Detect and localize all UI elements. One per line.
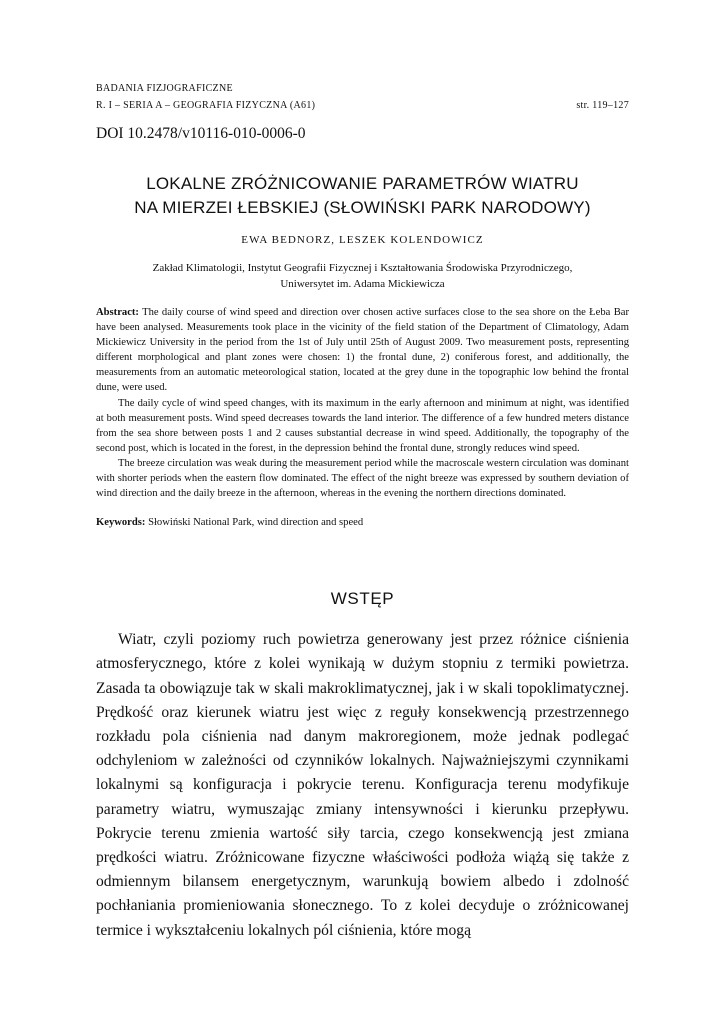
- paper-title: [96, 172, 629, 220]
- authors: EWA BEDNORZ, LESZEK KOLENDOWICZ: [241, 234, 484, 246]
- paper-page: [96, 80, 629, 943]
- abstract-label: Abstract:: [96, 307, 139, 318]
- journal-series: R. I – SERIA A – GEOGRAFIA FIZYCZNA (A61): [96, 100, 316, 111]
- affiliation: [96, 260, 629, 292]
- title-line-2: NA MIERZEI ŁEBSKIEJ (SŁOWIŃSKI PARK NARODOWY): [134, 198, 591, 217]
- affiliation-line-2: Uniwersytet im. Adama Mickiewicza: [280, 278, 445, 290]
- title-line-1: LOKALNE ZRÓŻNICOWANIE PARAMETRÓW WIATRU: [146, 174, 579, 193]
- affiliation-line-1: Zakład Klimatologii, Instytut Geografii Fizycznej i Kształtowania Środowiska Przyrodniczego,: [152, 262, 573, 274]
- abstract-paragraph-2: The daily cycle of wind speed changes, with its maximum in the early afternoon and minimum at night, was identified at both measurement posts. Wind speed decreases towards the land interior. The difference of a few hundred meters distance from the sea shore between posts 1 and 2 causes substantial decrease in wind speed. Additionally, the topography of the second post, which is located in the forest, in the depression behind the frontal dune, strongly reduces wind speed.: [96, 397, 629, 454]
- abstract: [96, 305, 629, 501]
- journal-name: BADANIA FIZJOGRAFICZNE: [96, 83, 233, 94]
- keywords-text: Słowiński National Park, wind direction and speed: [148, 517, 364, 529]
- section-heading: WSTĘP: [330, 589, 395, 609]
- keywords-label: Keywords:: [96, 517, 146, 529]
- abstract-paragraph-1: [96, 305, 629, 396]
- abstract-paragraph-3: The breeze circulation was weak during the measurement period while the macroscale western circulation was dominant with shorter periods when the eastern flow dominated. The effect of the night breeze was expressed by southern deviation of wind direction and the daily breeze in the afternoon, whereas in the evening the northern directions dominated.: [96, 457, 629, 500]
- page-range: str. 119–127: [576, 100, 629, 111]
- abstract-text-1: The daily course of wind speed and direction over chosen active surfaces close to the sea shore on the Łeba Bar have been analysed. Measurements took place in the vicinity of the field station of the Department of Climatology, Adam Mickiewicz University in the period from the 1st of July until 25th of August 2009. Two measurement posts, representing different morphological and plant zones were chosen: 1) the frontal dune, 2) coniferous forest, and additionally, the measurements from an automatic meteorological station, located at the grey dune in the topographic low behind the frontal dune, were used.: [96, 307, 629, 394]
- body-text: [96, 628, 629, 943]
- body-paragraph: Wiatr, czyli poziomy ruch powietrza generowany jest przez różnice ciśnienia atmosferycznego, które z kolei wynikają w dużym stopniu z termiki powietrza. Zasada ta obowiązuje tak w skali makroklimatycznej, jak i w skali topoklimatycznej. Prędkość oraz kierunek wiatru jest więc z reguły konsekwencją przestrzennego rozkładu pola ciśnienia nad danym makroregionem, może jednak podlegać odchyleniom w zależności od czynników lokalnych. Najważniejszymi czynnikami lokalnymi są konfiguracja i pokrycie terenu. Konfiguracja terenu modyfikuje parametry wiatru, wymuszając zmiany intensywności i kierunku przepływu. Pokrycie terenu zmienia wartość siły tarcia, czego konsekwencją jest zmiana prędkości wiatru. Zróżnicowane fizyczne właściwości podłoża wiążą się także z odmiennym bilansem energetycznym, warunkują bowiem albedo i zdolność pochłaniania promieniowania słonecznego. To z kolei decyduje o zróżnicowanej termice i wykształceniu lokalnych pól ciśnienia, które mogą: [96, 631, 629, 939]
- doi: DOI 10.2478/v10116-010-0006-0: [96, 125, 306, 142]
- series-row: [96, 98, 629, 114]
- keywords: [96, 515, 629, 530]
